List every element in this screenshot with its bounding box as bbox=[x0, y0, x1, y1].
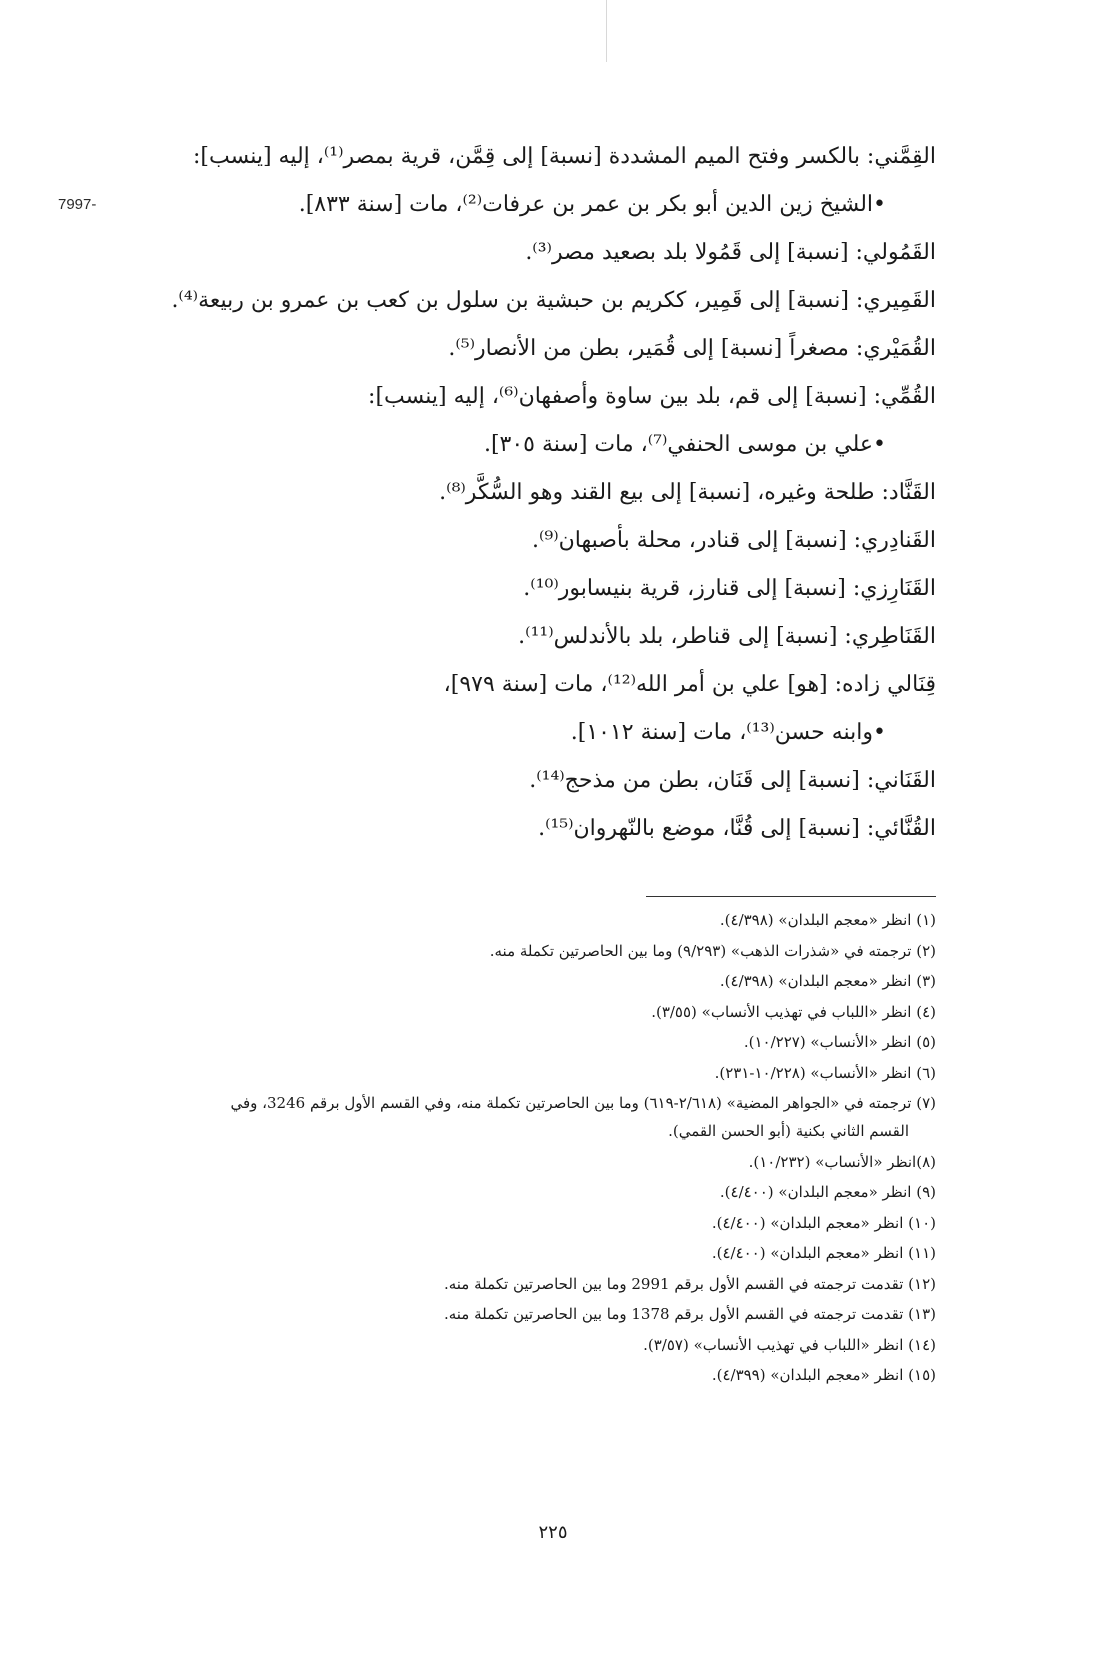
scan-edge-mark bbox=[606, 0, 607, 62]
entry-line: •وابنه حسن⁽¹³⁾، مات [سنة ١٠١٢]. bbox=[570, 720, 886, 745]
footnote: (٣) انظر «معجم البلدان» (٤/٣٩٨). bbox=[719, 972, 936, 990]
footnotes bbox=[56, 910, 936, 1396]
footnote: (١٥) انظر «معجم البلدان» (٤/٣٩٩). bbox=[711, 1366, 936, 1384]
footnote: (١٤) انظر «اللباب في تهذيب الأنساب» (٣/٥٧). bbox=[643, 1335, 936, 1354]
footnote: (١) انظر «معجم البلدان» (٤/٣٩٨). bbox=[719, 911, 936, 929]
footnote: (٦) انظر «الأنساب» (١٠/٢٢٨-٢٣١). bbox=[714, 1063, 936, 1082]
entry-line: القُنَّائي: [نسبة] إلى قُنَّا، موضع بالنّهروان⁽¹⁵⁾. bbox=[538, 816, 936, 841]
footnote-separator bbox=[646, 896, 936, 897]
footnote: (٨)انظر «الأنساب» (١٠/٢٣٢). bbox=[748, 1152, 936, 1171]
entry-line: القَمُولي: [نسبة] إلى قَمُولا بلد بصعيد مصر⁽³⁾. bbox=[525, 240, 936, 265]
footnote-continuation: القسم الثاني بكنية (أبو الحسن القمي). bbox=[668, 1122, 909, 1140]
entry-line: القَنَاطِري: [نسبة] إلى قناطر، بلد بالأندلس⁽¹¹⁾. bbox=[518, 624, 936, 649]
footnote: (١١) انظر «معجم البلدان» (٤/٤٠٠). bbox=[711, 1244, 936, 1262]
footnote: (٢) ترجمته في «شذرات الذهب» (٩/٢٩٣) وما بين الحاصرتين تكملة منه. bbox=[489, 941, 936, 960]
entry-number: 7997- bbox=[58, 196, 97, 213]
entry-line: •الشيخ زين الدين أبو بكر بن عمر بن عرفات⁽²⁾، مات [سنة ٨٣٣]. bbox=[298, 192, 886, 217]
entry-line: القَنادِري: [نسبة] إلى قنادر، محلة بأصبهان⁽⁹⁾. bbox=[531, 528, 936, 553]
entry-line: قِنَالي زاده: [هو] علي بن أمر الله⁽¹²⁾، مات [سنة ٩٧٩]، bbox=[443, 672, 936, 697]
entry-line: •علي بن موسى الحنفي⁽⁷⁾، مات [سنة ٣٠٥]. bbox=[483, 432, 886, 457]
entry-line: القَنَاني: [نسبة] إلى قَنَان، بطن من مذحج⁽¹⁴⁾. bbox=[529, 768, 936, 793]
page-number: ٢٢٥ bbox=[538, 1522, 568, 1543]
entry-line: القَنَارِزي: [نسبة] إلى قنارز، قرية بنيسابور⁽¹⁰⁾. bbox=[523, 576, 936, 601]
footnote bbox=[56, 1093, 936, 1141]
main-text bbox=[96, 142, 936, 862]
footnote: (١٢) تقدمت ترجمته في القسم الأول برقم 2991 وما بين الحاصرتين تكملة منه. bbox=[443, 1274, 936, 1293]
footnote: (٩) انظر «معجم البلدان» (٤/٤٠٠). bbox=[719, 1183, 936, 1201]
footnote: (١٣) تقدمت ترجمته في القسم الأول برقم 1378 وما بين الحاصرتين تكملة منه. bbox=[443, 1305, 936, 1323]
footnote-text: (٧) ترجمته في «الجواهر المضية» (٢/٦١٨-٦١٩) وما بين الحاصرتين تكملة منه، وفي القسم الأول برقم 3246، وفي bbox=[230, 1094, 936, 1112]
entry-line: القُمِّي: [نسبة] إلى قم، بلد بين ساوة وأصفهان⁽⁶⁾، إليه [ينسب]: bbox=[368, 384, 936, 409]
entry-line: القَنَّاد: طلحة وغيره، [نسبة] إلى بيع القند وهو السُّكَّر⁽⁸⁾. bbox=[439, 480, 936, 505]
footnote: (٥) انظر «الأنساب» (١٠/٢٢٧). bbox=[743, 1033, 936, 1051]
footnote: (٤) انظر «اللباب في تهذيب الأنساب» (٣/٥٥). bbox=[651, 1002, 936, 1021]
entry-line: القَمِيري: [نسبة] إلى قَمِير، ككريم بن حبشية بن سلول بن كعب بن عمرو بن ربيعة⁽⁴⁾. bbox=[171, 288, 936, 313]
entry-line: القِمَّني: بالكسر وفتح الميم المشددة [نسبة] إلى قِمَّن، قرية بمصر⁽¹⁾، إليه [ينسب]: bbox=[192, 144, 936, 169]
entry-line: القُمَيْري: مصغراً [نسبة] إلى قُمَير، بطن من الأنصار⁽⁵⁾. bbox=[448, 336, 936, 361]
footnote: (١٠) انظر «معجم البلدان» (٤/٤٠٠). bbox=[711, 1213, 936, 1232]
